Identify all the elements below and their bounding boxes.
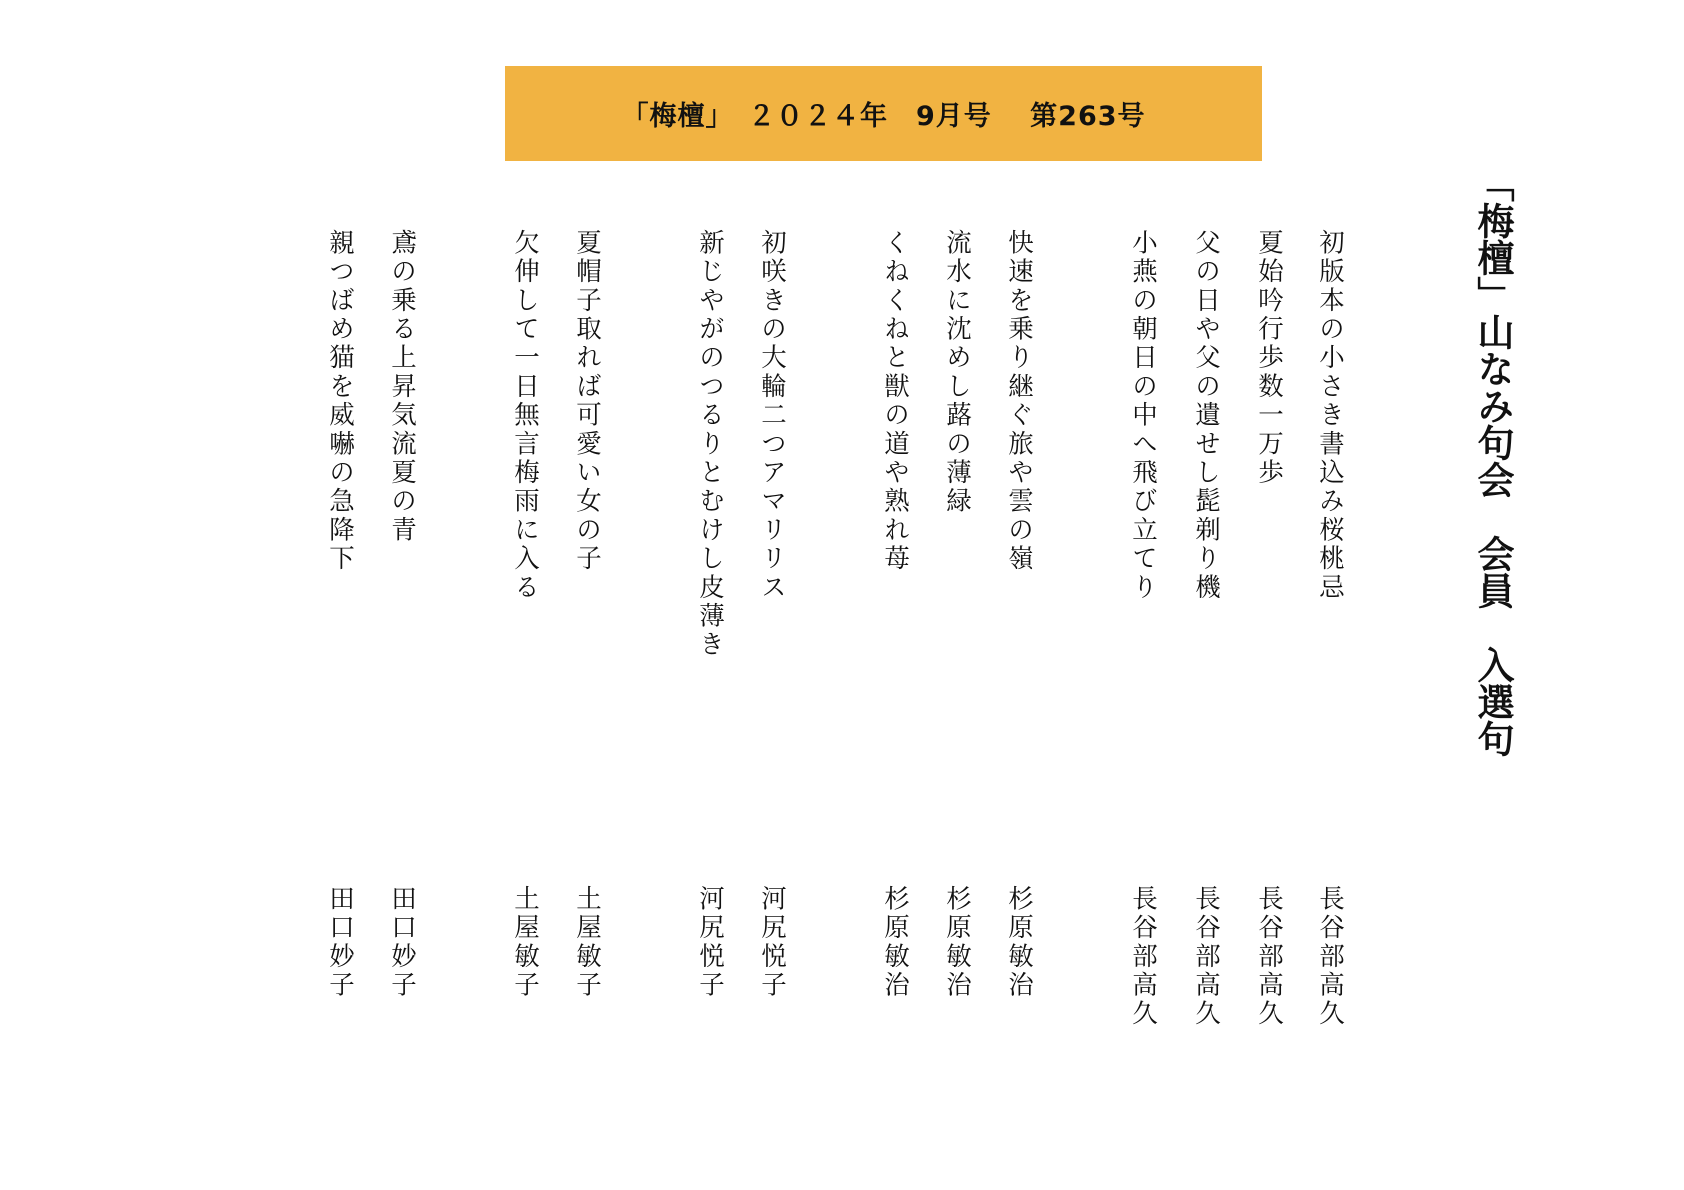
author-3: 長谷部高久 (1191, 885, 1221, 1029)
haiku-7: くねくねと獣の道や熟れ苺 (880, 229, 910, 574)
author-8: 河尻悦子 (757, 885, 787, 1000)
author-12: 田口妙子 (387, 885, 417, 1000)
author-10: 土屋敏子 (572, 885, 602, 1000)
haiku-9: 新じやがのつるりとむけし皮薄き (695, 229, 725, 660)
haiku-2: 夏始吟行歩数一万歩 (1254, 229, 1284, 488)
haiku-3: 父の日や父の遺せし髭剃り機 (1191, 229, 1221, 603)
author-4: 長谷部高久 (1128, 885, 1158, 1029)
haiku-6: 流水に沈めし蕗の薄緑 (942, 229, 972, 516)
author-7: 杉原敏治 (880, 885, 910, 1000)
haiku-1: 初版本の小さき書込み桜桃忌 (1315, 229, 1345, 603)
haiku-8: 初咲きの大輪二つアマリリス (757, 229, 787, 603)
haiku-4: 小燕の朝日の中へ飛び立てり (1128, 229, 1158, 603)
haiku-5: 快速を乗り継ぐ旅や雲の嶺 (1004, 229, 1034, 574)
author-6: 杉原敏治 (942, 885, 972, 1000)
haiku-11: 欠伸して一日無言梅雨に入る (510, 229, 540, 603)
haiku-13: 親つばめ猫を威嚇の急降下 (325, 229, 355, 574)
section-title: 「梅檀」山なみ句会 会員 入選句 (1471, 165, 1514, 757)
author-9: 河尻悦子 (695, 885, 725, 1000)
author-5: 杉原敏治 (1004, 885, 1034, 1000)
haiku-12: 鳶の乗る上昇気流夏の青 (387, 229, 417, 545)
author-1: 長谷部高久 (1315, 885, 1345, 1029)
haiku-10: 夏帽子取れば可愛い女の子 (572, 229, 602, 574)
header-banner (505, 66, 1262, 161)
author-13: 田口妙子 (325, 885, 355, 1000)
issue-title: 「梅檀」 ２０２４年 9月号 第263号 (621, 101, 1146, 132)
author-11: 土屋敏子 (510, 885, 540, 1000)
author-2: 長谷部高久 (1254, 885, 1284, 1029)
